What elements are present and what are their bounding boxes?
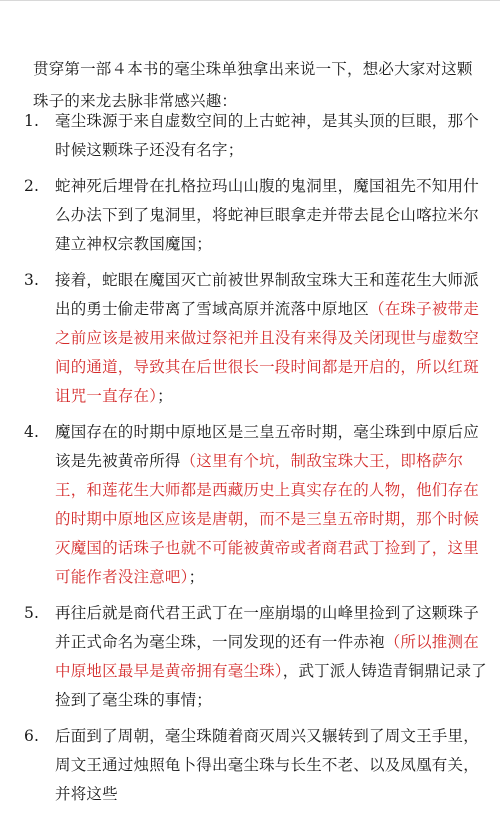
list-item-text: ； [188, 568, 205, 586]
highlighted-note: （所以推测在中原地区最早是黄帝拥有毫尘珠） [55, 633, 479, 680]
list-item-text: ，武丁派人铸造青铜鼎记录了捡到了毫尘珠的事情； [55, 662, 487, 709]
highlighted-note: （这里有个坑，制敌宝珠大王，即格萨尔王，和莲花生大师都是西藏历史上真实存在的人物，他们存在的时期中原地区应该是唐朝，而不是三皇五帝时期，那个时候灭魔国的话珠子也就不可能被黄帝或者商君武丁捡到了，这里可能作者没注意吧） [55, 452, 479, 586]
list-item-number: 1. [24, 112, 40, 130]
list-item-number: 2. [24, 177, 40, 195]
highlighted-note: （在珠子被带走之前应该是被用来做过祭祀并且没有来得及关闭现世与虚数空间的通道，导致其在后世很长一段时间都是开启的，所以红斑诅咒一直存在） [55, 300, 479, 405]
list-item-text: 接着，蛇眼在魔国灭亡前被世界制敌宝珠大王和莲花生大师派出的勇士偷走带离了雪域高原并流落中原地区 [55, 271, 479, 318]
numbered-list [18, 107, 488, 816]
list-item [18, 599, 488, 715]
list-item-number: 3. [24, 271, 40, 289]
list-item-text: 再往后就是商代君王武丁在一座崩塌的山峰里捡到了这颗珠子并正式命名为毫尘珠，一同发现的还有一件赤袍 [55, 604, 479, 651]
list-item-number: 6. [24, 727, 40, 745]
list-item [18, 418, 488, 592]
list-item [18, 266, 488, 411]
list-item [18, 107, 488, 165]
list-item-number: 5. [24, 604, 40, 622]
list-item-text: ； [157, 387, 173, 405]
list-item-text: 毫尘珠源于来自虚数空间的上古蛇神，是其头顶的巨眼，那个时候这颗珠子还没有名字； [55, 112, 479, 159]
list-item-number: 4. [24, 423, 40, 441]
list-item-text: 蛇神死后埋骨在扎格拉玛山山腹的鬼洞里，魔国祖先不知用什么办法下到了鬼洞里，将蛇神巨眼拿走并带去昆仑山喀拉米尔建立神权宗教国魔国； [55, 177, 479, 253]
list-item-text: 后面到了周朝，毫尘珠随着商灭周兴又辗转到了周文王手里，周文王通过烛照龟卜得出毫尘珠与长生不老、以及凤凰有关，并将这些 [55, 727, 479, 803]
list-item-text: 魔国存在的时期中原地区是三皇五帝时期，毫尘珠到中原后应该是先被黄帝所得 [55, 423, 479, 470]
list-item [18, 172, 488, 259]
list-item [18, 722, 488, 809]
intro-paragraph: 贯穿第一部４本书的毫尘珠单独拿出来说一下，想必大家对这颗珠子的来龙去脉非常感兴趣： [33, 60, 473, 110]
